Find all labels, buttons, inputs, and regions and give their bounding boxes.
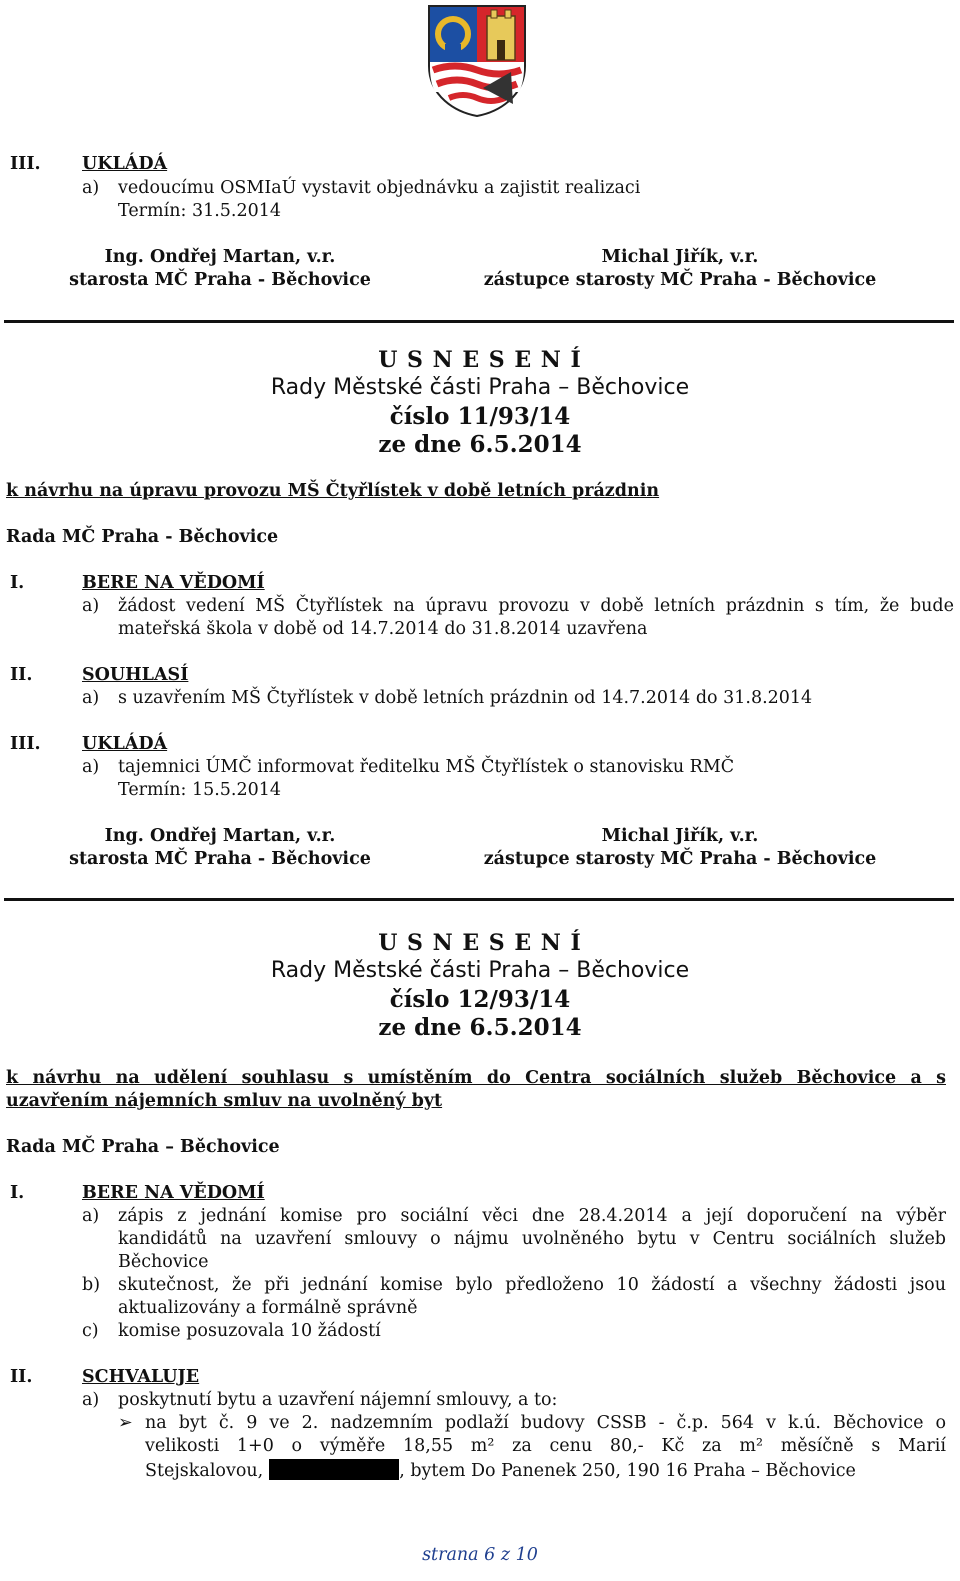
section-heading-souhlasi: SOUHLASÍ	[82, 665, 189, 685]
item-letter-a: a)	[82, 596, 100, 616]
divider	[4, 320, 954, 323]
item-letter-a: a)	[82, 757, 100, 777]
item-text-line: mateřská škola v době od 14.7.2014 do 31.8.2014 uzavřena	[118, 619, 648, 639]
deadline-text: Termín: 31.5.2014	[118, 201, 282, 221]
resolution-body: Rada MČ Praha - Běchovice	[6, 527, 279, 547]
resolution-date: ze dne 6.5.2014	[378, 1014, 582, 1041]
item-letter-c: c)	[82, 1321, 99, 1341]
resolution-subtitle: Rady Městské části Praha – Běchovice	[270, 375, 690, 400]
resolution-subject-line2: uzavřením nájemních smluv na uvolněný byt	[6, 1091, 443, 1111]
section-roman-1: I.	[10, 1183, 25, 1203]
signature-name-left: Ing. Ondřej Martan, v.r.	[104, 826, 336, 846]
resolution-subtitle: Rady Městské části Praha – Běchovice	[270, 958, 690, 983]
deadline-text: Termín: 15.5.2014	[118, 780, 282, 800]
signature-name-right: Michal Jiřík, v.r.	[601, 826, 759, 846]
resolution-title: U S N E S E N Í	[378, 930, 582, 956]
address-text: , bytem Do Panenek 250, 190 16 Praha – Běchovice	[399, 1461, 856, 1481]
item-text: vedoucímu OSMIaÚ vystavit objednávku a zajistit realizaci	[118, 178, 641, 198]
bullet-arrow-icon: ➢	[118, 1413, 133, 1433]
signature-role-right: zástupce starosty MČ Praha - Běchovice	[483, 270, 877, 290]
item-letter-a: a)	[82, 688, 100, 708]
redacted-block	[269, 1459, 399, 1480]
resolution-date: ze dne 6.5.2014	[378, 431, 582, 458]
bullet-text-line: na byt č. 9 ve 2. nadzemním podlaží budovy CSSB - č.p. 564 v k.ú. Běchovice o	[145, 1413, 946, 1433]
signature-role-left: starosta MČ Praha - Běchovice	[69, 849, 371, 869]
resolution-subject: k návrhu na úpravu provozu MŠ Čtyřlístek v době letních prázdnin	[6, 481, 660, 501]
item-letter-a: a)	[82, 1390, 100, 1410]
bullet-text-line: velikosti 1+0 o výměře 18,55 m² za cenu 80,- Kč za m² měsíčně s Marií	[145, 1436, 946, 1456]
item-letter-b: b)	[82, 1275, 101, 1295]
section-roman-3: III.	[10, 734, 41, 754]
section-heading-schvaluje: SCHVALUJE	[82, 1367, 200, 1387]
list-item	[82, 178, 640, 198]
item-letter: a)	[82, 178, 100, 198]
bullet-text-line	[145, 1459, 856, 1481]
item-text-line: poskytnutí bytu a uzavření nájemní smlouvy, a to:	[118, 1390, 558, 1410]
section-heading-bere-na-vedomi: BERE NA VĚDOMÍ	[82, 1183, 265, 1203]
item-text-line: Běchovice	[118, 1252, 209, 1272]
item-letter-a: a)	[82, 1206, 100, 1226]
item-text-line: žádost vedení MŠ Čtyřlístek na úpravu provozu v době letních prázdnin s tím, že bude	[118, 596, 954, 616]
item-text-line: s uzavřením MŠ Čtyřlístek v době letních prázdnin od 14.7.2014 do 31.8.2014	[118, 688, 813, 708]
tenant-name: Stejskalovou,	[145, 1461, 264, 1481]
section-heading-uklada: UKLÁDÁ	[82, 734, 168, 754]
coat-of-arms-logo	[427, 4, 527, 118]
section-heading-bere-na-vedomi: BERE NA VĚDOMÍ	[82, 573, 265, 593]
signature-role-left: starosta MČ Praha - Běchovice	[69, 270, 371, 290]
signature-role-right: zástupce starosty MČ Praha - Běchovice	[483, 849, 877, 869]
section-heading-uklada: UKLÁDÁ	[82, 154, 168, 174]
item-text-line: kandidátů na uzavření smlouvy o nájmu uvolněného bytu v Centru sociálních služeb	[118, 1229, 946, 1249]
resolution-number: číslo 11/93/14	[389, 403, 571, 430]
section-roman-2: II.	[10, 1367, 33, 1387]
item-text-line: skutečnost, že při jednání komise bylo předloženo 10 žádostí a všechny žádosti jsou	[118, 1275, 946, 1295]
resolution-number: číslo 12/93/14	[389, 986, 571, 1013]
item-text-line: tajemnici ÚMČ informovat ředitelku MŠ Čtyřlístek o stanovisku RMČ	[118, 757, 735, 777]
item-text-line: komise posuzovala 10 žádostí	[118, 1321, 381, 1341]
resolution-body: Rada MČ Praha – Běchovice	[6, 1137, 280, 1157]
divider	[4, 898, 954, 901]
section-roman-2: II.	[10, 665, 33, 685]
signature-name-right: Michal Jiřík, v.r.	[601, 247, 759, 267]
signature-name-left: Ing. Ondřej Martan, v.r.	[104, 247, 336, 267]
section-roman-3: III.	[10, 154, 41, 174]
page-number: strana 6 z 10	[422, 1545, 538, 1565]
resolution-title: U S N E S E N Í	[378, 347, 582, 373]
item-text-line: zápis z jednání komise pro sociální věci dne 28.4.2014 a její doporučení na výběr	[118, 1206, 946, 1226]
section-roman-1: I.	[10, 573, 25, 593]
item-text-line: aktualizovány a formálně správně	[118, 1298, 418, 1318]
resolution-subject-line1: k návrhu na udělení souhlasu s umístěním do Centra sociálních služeb Běchovice a s	[6, 1068, 946, 1088]
